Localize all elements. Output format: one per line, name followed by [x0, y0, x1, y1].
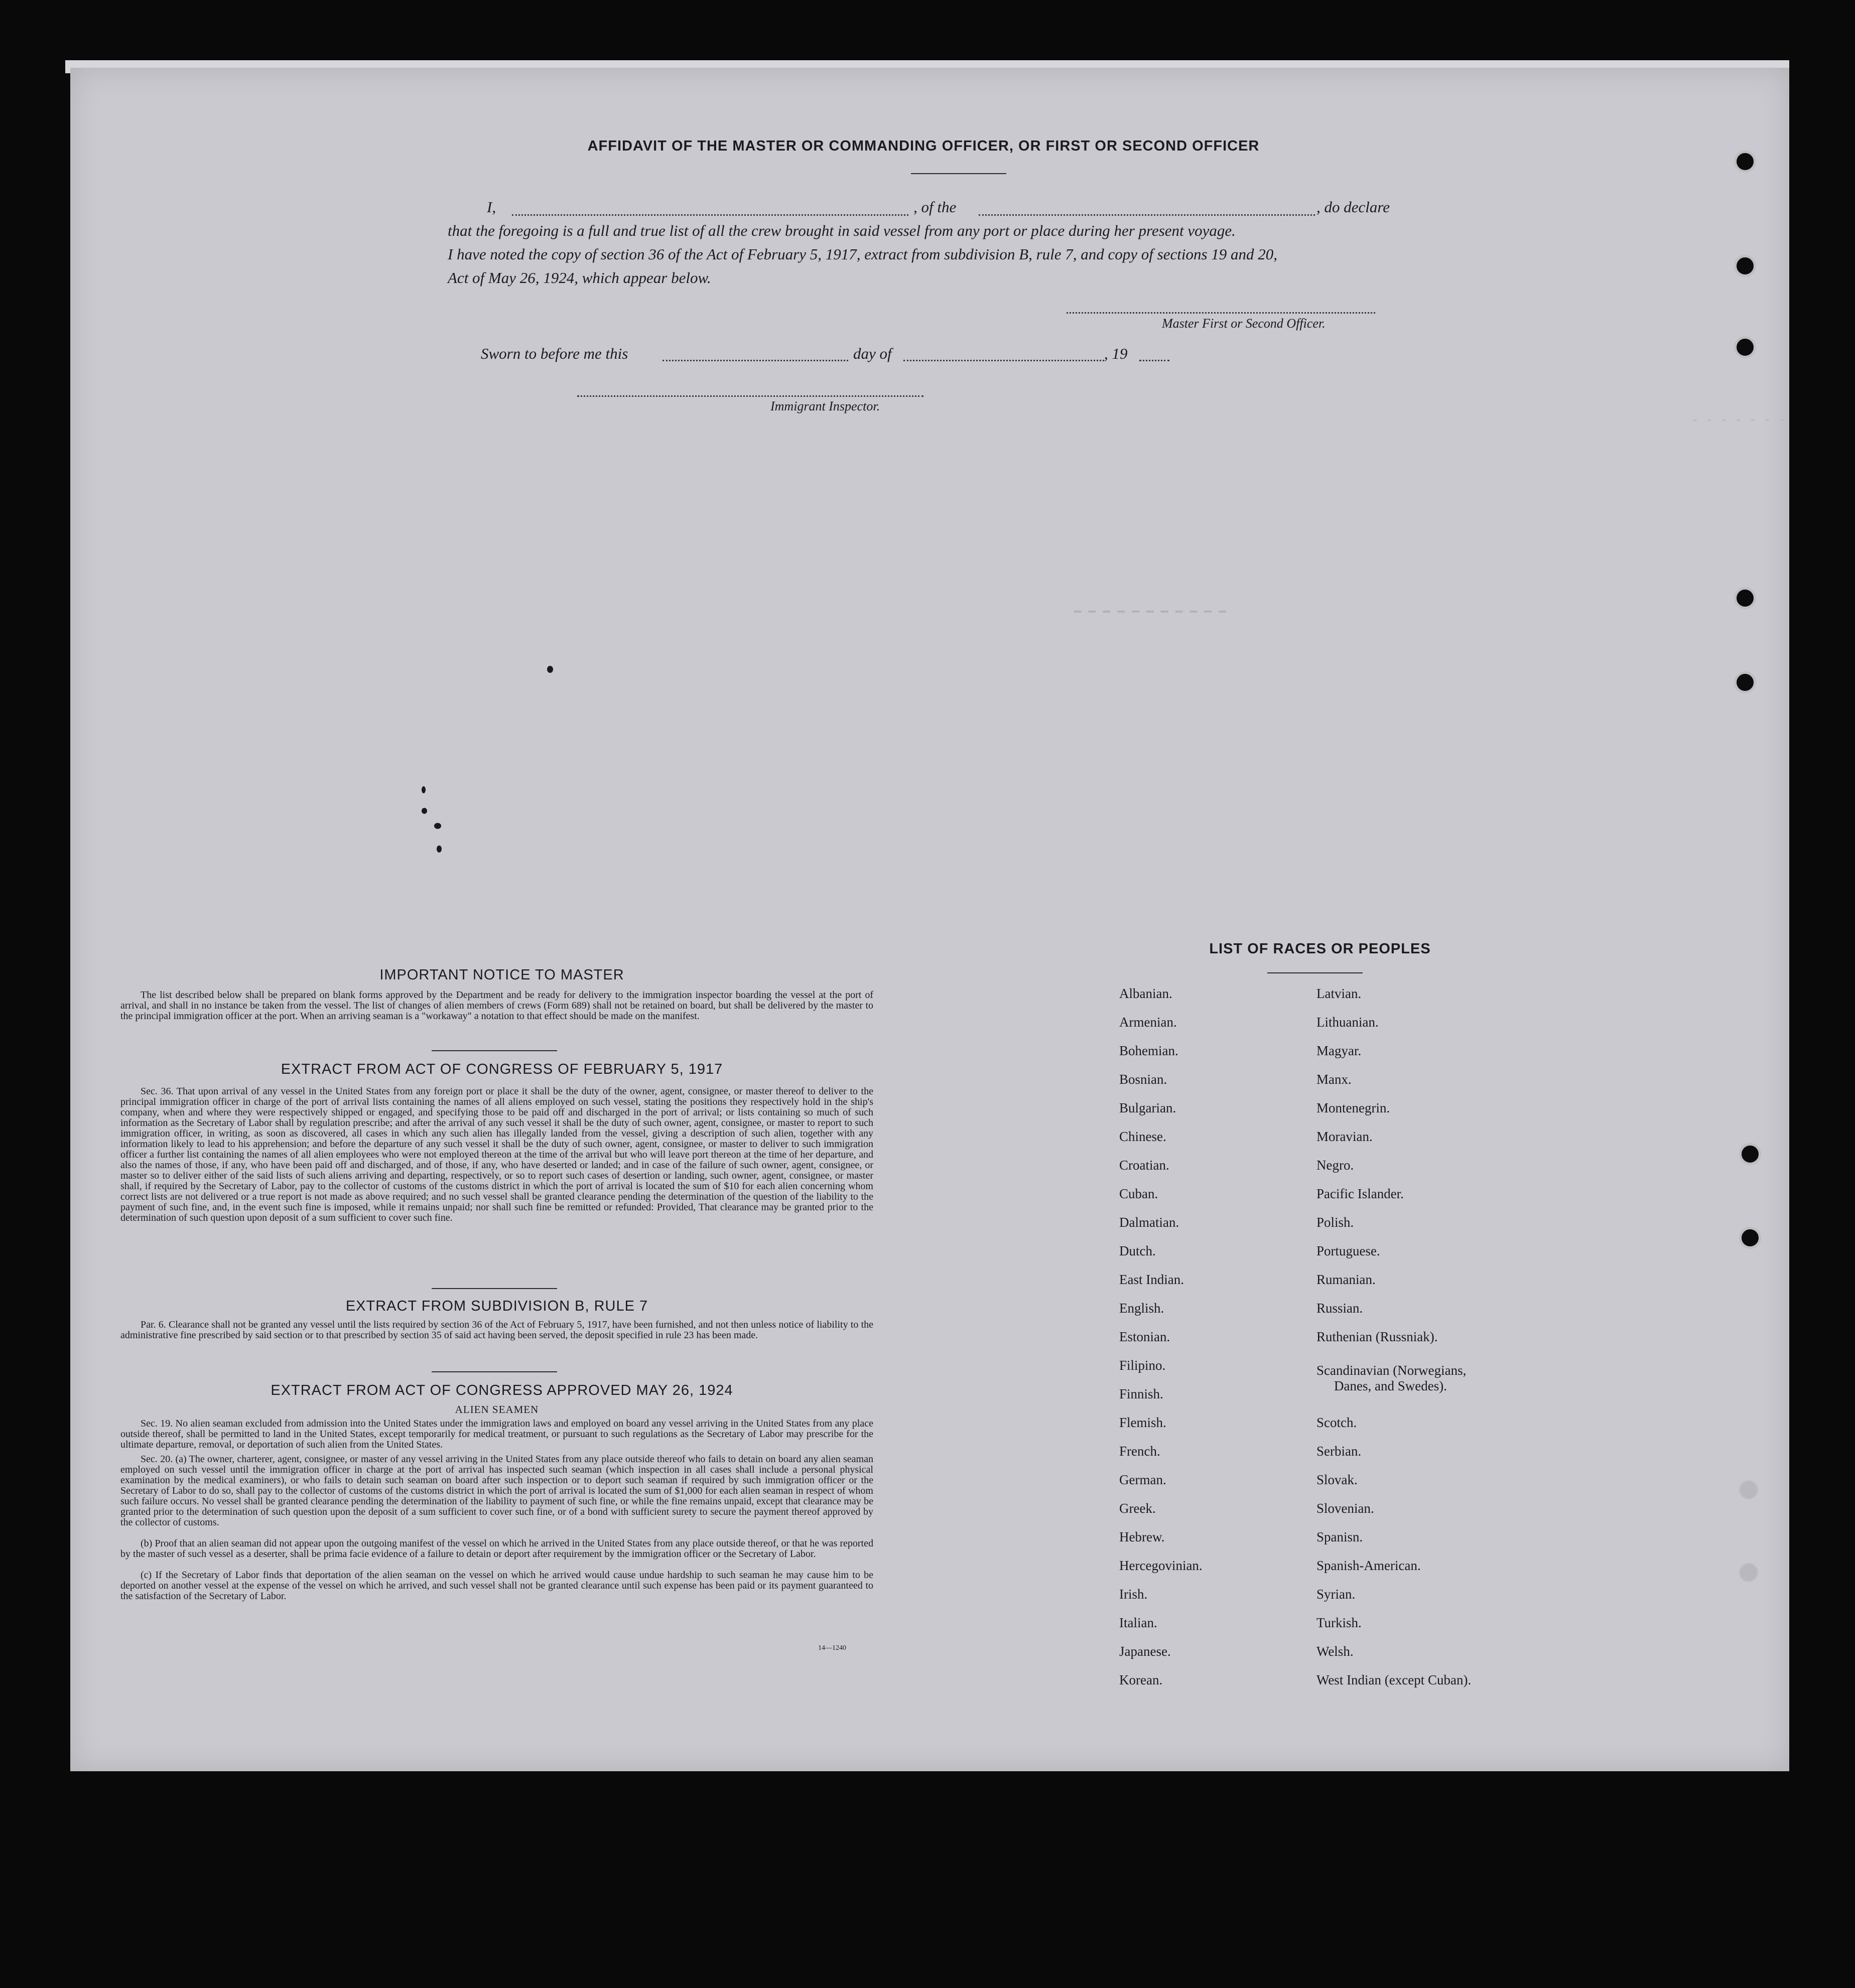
declaration-line-3: I have noted the copy of section 36 of the Act of February 5, 1917, extract from subdivision B, rule 7, and copy of sections 19 and 20,: [448, 245, 1278, 263]
section-divider: [432, 1371, 557, 1372]
race-item: Manx.: [1316, 1072, 1352, 1087]
race-item: Rumanian.: [1316, 1272, 1376, 1287]
race-item: Portuguese.: [1316, 1243, 1380, 1258]
ink-speck: [437, 845, 442, 853]
extract-1924-title: EXTRACT FROM ACT OF CONGRESS APPROVED MAY 26, 1924: [271, 1382, 733, 1398]
race-item: Dalmatian.: [1119, 1215, 1179, 1230]
race-item: Albanian.: [1119, 986, 1172, 1001]
inspector-signature-line: [577, 395, 923, 397]
master-signature-line: [1067, 312, 1375, 314]
race-item: Spanish-American.: [1316, 1558, 1421, 1573]
race-item: Bosnian.: [1119, 1072, 1167, 1087]
ink-speck: [422, 808, 427, 814]
race-item: Russian.: [1316, 1301, 1363, 1316]
race-item: Negro.: [1316, 1158, 1354, 1173]
race-item: Cuban.: [1119, 1186, 1158, 1201]
master-label: Master First or Second Officer.: [1162, 316, 1326, 331]
race-item: Estonian.: [1119, 1329, 1170, 1344]
race-item: Flemish.: [1119, 1415, 1166, 1430]
race-item: Slovak.: [1316, 1472, 1358, 1487]
binder-hole-icon: [1739, 1563, 1758, 1582]
race-item: Korean.: [1119, 1672, 1163, 1687]
race-item: Italian.: [1119, 1615, 1157, 1630]
race-item: Lithuanian.: [1316, 1015, 1379, 1030]
ink-speck: [422, 786, 426, 793]
races-title: LIST OF RACES OR PEOPLES: [1209, 941, 1431, 957]
section-divider: [432, 1050, 557, 1051]
ink-speck: [547, 666, 553, 673]
races-divider: [1267, 972, 1363, 973]
race-item: Hercegovinian.: [1119, 1558, 1203, 1573]
sec20a-body: Sec. 20. (a) The owner, charterer, agent, consignee, or master of any vessel arriving in the United States from any place outside thereof who fails to detain on board any alien seaman employed on such vessel until the immigration officer in charge at the port of arrival has inspected such seaman (which inspection in all cases shall include a personal physical examination by the medical examiners), or who fails to detain such seaman on board after such inspection or to deport such seaman if required by such immigration officer or the Secretary of Labor to do so, shall pay to the collector of customs of the customs district in which the port of arrival is located the sum of $1,000 for each alien seaman in respect of whom such failure occurs. No vessel shall be granted clearance pending the determination of the liability to payment of such fine, or while the fine remains unpaid, except that clearance may be granted prior to the determination of such question upon the deposit of a sum sufficient to cover such fine, or of a bond with sufficient surety to secure the payment thereof approved by the collector of customs.: [120, 1454, 873, 1528]
race-item: Bohemian.: [1119, 1043, 1178, 1058]
race-item: Magyar.: [1316, 1043, 1362, 1058]
binder-hole-icon: [1734, 336, 1756, 358]
bleed-through-text: - - - - - - -: [1691, 414, 1786, 428]
sworn-day-blank: [663, 360, 848, 361]
race-item: Welsh.: [1316, 1644, 1354, 1659]
vessel-blank: [979, 214, 1315, 216]
race-item: English.: [1119, 1301, 1164, 1316]
race-item: Serbian.: [1316, 1444, 1362, 1459]
rule7-title: EXTRACT FROM SUBDIVISION B, RULE 7: [345, 1298, 648, 1314]
race-item: French.: [1119, 1444, 1160, 1459]
inspector-label: Immigrant Inspector.: [770, 399, 880, 413]
title-divider: [911, 173, 1006, 174]
race-item: Bulgarian.: [1119, 1100, 1176, 1115]
race-item: Irish.: [1119, 1587, 1148, 1602]
race-item: Turkish.: [1316, 1615, 1362, 1630]
declaration-line-2: that the foregoing is a full and true list of all the crew brought in said vessel from any port or place during her present voyage.: [448, 222, 1236, 239]
affidavit-title: AFFIDAVIT OF THE MASTER OR COMMANDING OFFICER, OR FIRST OR SECOND OFFICER: [587, 138, 1260, 154]
binder-hole-icon: [1734, 255, 1756, 277]
sec20c-body: (c) If the Secretary of Labor finds that deportation of the alien seaman on the vessel on which he arrived would cause undue hardship to such seaman he may cause him to be deported on another vessel at the expense of the vessel on which he arrived, and such vessel shall not be granted clearance until such expense has been paid or its payment guaranteed to the satisfaction of the Secretary of Labor.: [120, 1570, 873, 1602]
race-item: Scotch.: [1316, 1415, 1357, 1430]
declaration-of-the: , of the: [913, 198, 957, 216]
race-item: Filipino.: [1119, 1358, 1166, 1373]
sworn-month-blank: [903, 360, 1104, 361]
binder-hole-icon: [1739, 1143, 1761, 1165]
binder-hole-icon: [1734, 671, 1756, 693]
alien-seamen-subtitle: ALIEN SEAMEN: [455, 1403, 539, 1415]
race-item: Latvian.: [1316, 986, 1362, 1001]
race-item: German.: [1119, 1472, 1166, 1487]
notice-body: The list described below shall be prepared on blank forms approved by the Department and be ready for delivery to the immigration inspector boarding the vessel at the port of arrival, and shall in no instance be taken from the vessel. The list of changes of alien members of crews (Form 689) shall not be retained on board, but shall be delivered by the master to the principal immigration officer at the port. When an arriving seaman is a "workaway" a notation to that effect should be made on the manifest.: [120, 989, 873, 1022]
race-item: Pacific Islander.: [1316, 1186, 1404, 1201]
binder-hole-icon: [1739, 1227, 1761, 1249]
sworn-prefix: Sworn to before me this: [481, 345, 628, 362]
race-item: Finnish.: [1119, 1386, 1163, 1401]
race-item: Japanese.: [1119, 1644, 1171, 1659]
ink-speck: [434, 823, 441, 829]
declaration-line-4: Act of May 26, 1924, which appear below.: [448, 269, 711, 287]
manifest-page: [70, 68, 1789, 1771]
race-item: Scandinavian (Norwegians,: [1316, 1363, 1467, 1378]
bleed-through-text: ━ ━ ━ ━ ━ ━ ━ ━ ━ ━ ━: [1074, 606, 1226, 620]
race-item: Syrian.: [1316, 1587, 1356, 1602]
race-item: Moravian.: [1316, 1129, 1373, 1144]
sec19-body: Sec. 19. No alien seaman excluded from admission into the United States under the immigration laws and employed on board any vessel arriving in the United States from any place outside thereof, shall be permitted to land in the United States, except temporarily for medical treatment, or pursuant to such regulations as the Secretary of Labor may prescribe for the ultimate departure, removal, or deportation of such alien from the United States.: [120, 1418, 873, 1450]
sec20b-body: (b) Proof that an alien seaman did not appear upon the outgoing manifest of the vessel on which he arrived in the United States from any place outside thereof, or that he was reported by the master of such vessel as a deserter, shall be prima facie evidence of a failure to detain or deport after requirement by the immigration officer or the Secretary of Labor.: [120, 1538, 873, 1559]
binder-hole-icon: [1734, 587, 1756, 609]
declaration-do-declare: , do declare: [1316, 198, 1390, 216]
race-item: Spanisn.: [1316, 1529, 1363, 1544]
race-item: Ruthenian (Russniak).: [1316, 1329, 1438, 1344]
binder-hole-icon: [1739, 1480, 1758, 1499]
name-blank: [512, 214, 908, 216]
sworn-year: , 19: [1104, 345, 1128, 362]
race-item: Croatian.: [1119, 1158, 1169, 1173]
extract-1917-title: EXTRACT FROM ACT OF CONGRESS OF FEBRUARY 5, 1917: [281, 1061, 723, 1077]
binder-hole-icon: [1734, 151, 1756, 173]
notice-title: IMPORTANT NOTICE TO MASTER: [379, 967, 624, 983]
race-item: Montenegrin.: [1316, 1100, 1390, 1115]
extract-1917-body: Sec. 36. That upon arrival of any vessel in the United States from any foreign port or place it shall be the duty of the owner, agent, consignee, or master thereof to deliver to the principal immigration officer in charge of the port of arrival lists containing the names of all aliens employed on such vessel, stating the positions they respectively hold in the ship's company, when and where they were respectively shipped or engaged, and specifying those to be paid off and discharged in the port of arrival; or lists containing so much of such information as the Secretary of Labor shall by regulation prescribe; and after the arrival of any such vessel it shall be the duty of such owner, agent, consignee, or master to report to such immigration officer, in writing, as soon as discovered, all cases in which any such alien has illegally landed from the vessel, giving a description of such alien, together with any information likely to lead to his apprehension; and before the departure of any such vessel it shall be the duty of such owner, agent, consignee, or master to deliver to such immigration officer a further list containing the names of all alien employees who were not employed thereon at the time of the arrival but who will leave port thereon at the time of her departure, and also the names of those, if any, who have been paid off and discharged, and of those, if any, who have deserted or landed; and in case of the failure of such owner, agent, consignee, or master so to deliver either of the said lists of such aliens arriving and departing, respectively, or so to report such cases of desertion or landing, such owner, agent, consignee, or master shall, if required by the Secretary of Labor, pay to the collector of customs of the customs district in which the port of arrival is located the sum of $10 for each alien concerning whom correct lists are not delivered or a true report is not made as above required; and no such vessel shall be granted clearance pending the determination of the question of the liability to the payment of such fine, and, in the event such fine is imposed, while it remains unpaid; nor shall such fine be remitted or refunded: Provided, That clearance may be granted prior to the determination of such question upon deposit of a sum sufficient to cover such fine.: [120, 1086, 873, 1223]
race-item: Dutch.: [1119, 1243, 1156, 1258]
race-item: Polish.: [1316, 1215, 1354, 1230]
race-item: Greek.: [1119, 1501, 1156, 1516]
form-number: 14—1240: [818, 1644, 846, 1652]
race-item: West Indian (except Cuban).: [1316, 1672, 1472, 1687]
sworn-day-of: day of: [853, 345, 892, 362]
race-item: Hebrew.: [1119, 1529, 1165, 1544]
section-divider: [432, 1288, 557, 1289]
declaration-i: I,: [487, 198, 496, 216]
race-item: Danes, and Swedes).: [1334, 1378, 1447, 1393]
race-item: Armenian.: [1119, 1015, 1177, 1030]
race-item: Slovenian.: [1316, 1501, 1374, 1516]
race-item: East Indian.: [1119, 1272, 1184, 1287]
sworn-year-blank: [1139, 360, 1169, 361]
rule7-body: Par. 6. Clearance shall not be granted any vessel until the lists required by section 36 of the Act of February 5, 1917, have been furnished, and not then unless notice of liability to the administrative fine prescribed by said section or to that prescribed by section 35 of said act having been served, the deposit specified in rule 23 has been made.: [120, 1319, 873, 1341]
race-item: Chinese.: [1119, 1129, 1166, 1144]
